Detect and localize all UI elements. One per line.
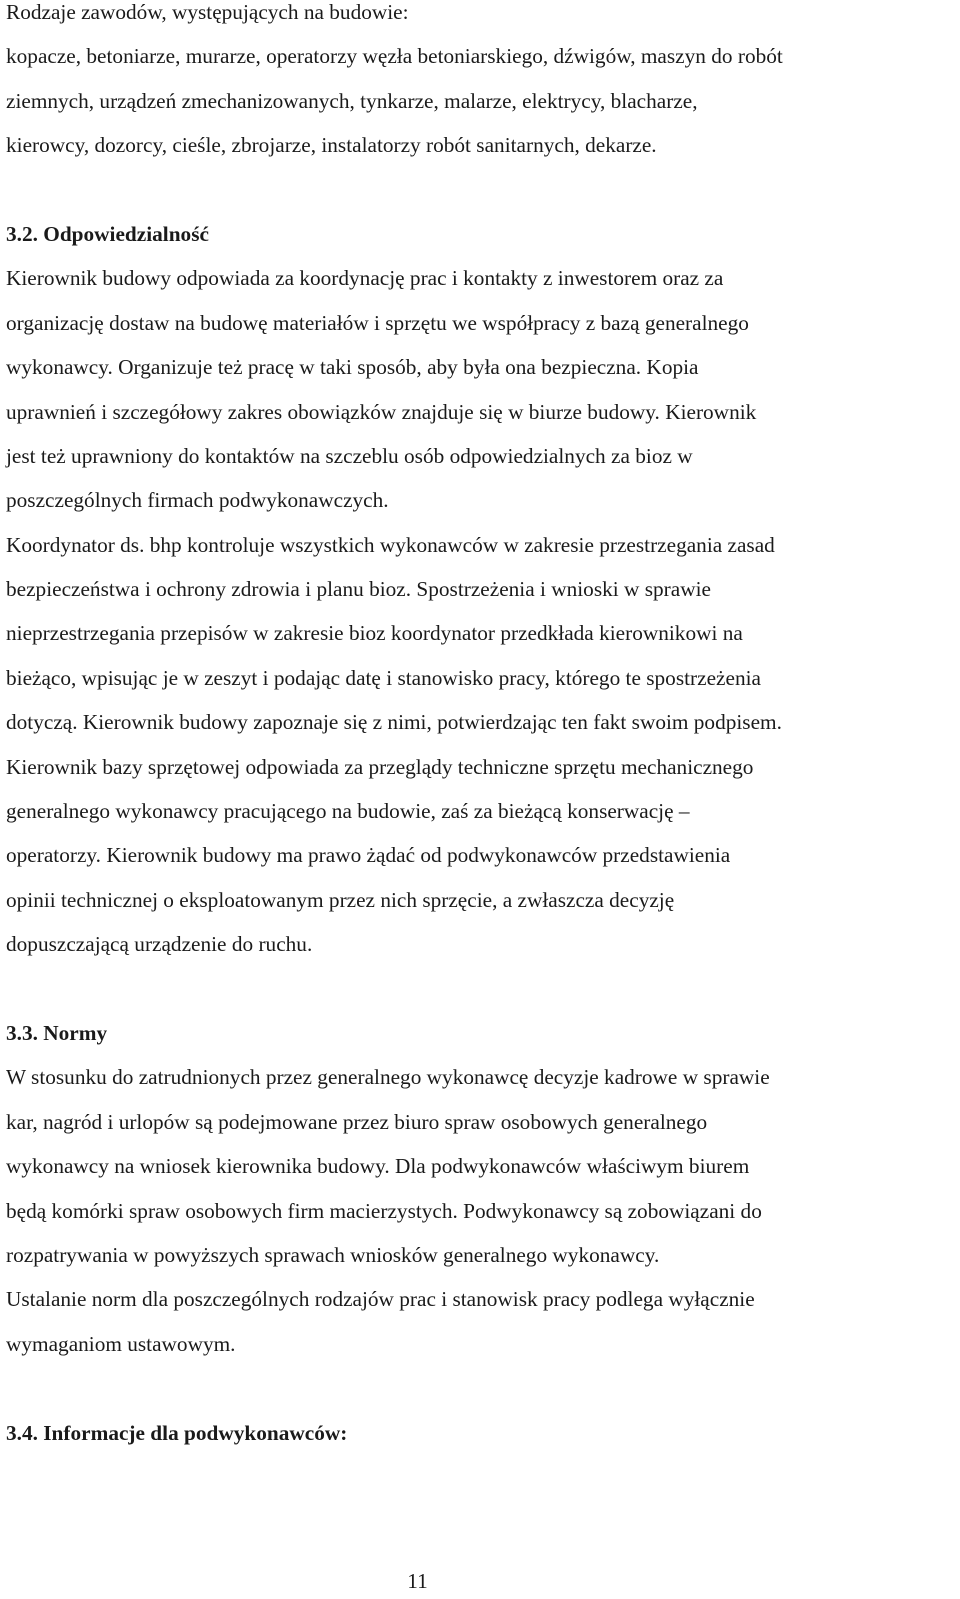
body-line: dopuszczającą urządzenie do ruchu.	[6, 932, 313, 957]
intro-line: kierowcy, dozorcy, cieśle, zbrojarze, instalatorzy robót sanitarnych, dekarze.	[6, 133, 657, 158]
body-line: poszczególnych firmach podwykonawczych.	[6, 488, 389, 513]
body-line: W stosunku do zatrudnionych przez generalnego wykonawcę decyzje kadrowe w sprawie	[6, 1065, 770, 1090]
body-line: organizację dostaw na budowę materiałów i sprzętu we współpracy z bazą generalnego	[6, 310, 749, 335]
spacer	[6, 168, 941, 212]
body-line: dotyczą. Kierownik budowy zapoznaje się z nimi, potwierdzając ten fakt swoim podpisem.	[6, 710, 782, 735]
body-line: jest też uprawniony do kontaktów na szczeblu osób odpowiedzialnych za bioz w	[6, 443, 693, 468]
body-line: kar, nagród i urlopów są podejmowane przez biuro spraw osobowych generalnego	[6, 1109, 708, 1134]
body-line: wymaganiom ustawowym.	[6, 1331, 236, 1356]
body-line: opinii technicznej o eksploatowanym przez nich sprzęcie, a zwłaszcza decyzję	[6, 887, 675, 912]
section-heading: 3.4. Informacje dla podwykonawców:	[6, 1420, 348, 1445]
body-line: Koordynator ds. bhp kontroluje wszystkich wykonawców w zakresie przestrzegania zasad	[6, 532, 775, 557]
body-line: Ustalanie norm dla poszczególnych rodzajów prac i stanowisk pracy podlega wyłącznie	[6, 1287, 755, 1312]
intro-line: ziemnych, urządzeń zmechanizowanych, tynkarze, malarze, elektrycy, blacharze,	[6, 88, 698, 113]
section-3-3	[6, 1011, 941, 1366]
document-page	[6, 0, 941, 1455]
body-line: Kierownik budowy odpowiada za koordynację prac i kontakty z inwestorem oraz za	[6, 266, 724, 291]
intro-line: kopacze, betoniarze, murarze, operatorzy węzła betoniarskiego, dźwigów, maszyn do robót	[6, 44, 783, 69]
body-line: uprawnień i szczegółowy zakres obowiązków znajduje się w biurze budowy. Kierownik	[6, 399, 757, 424]
intro-paragraph	[6, 0, 941, 168]
body-line: operatorzy. Kierownik budowy ma prawo żądać od podwykonawców przedstawienia	[6, 843, 731, 868]
body-line: bieżąco, wpisując je w zeszyt i podając datę i stanowisko pracy, którego te spostrzeżenia	[6, 665, 761, 690]
body-line: generalnego wykonawcy pracującego na budowie, zaś za bieżącą konserwację –	[6, 799, 690, 824]
section-3-4	[6, 1411, 941, 1455]
body-line: nieprzestrzegania przepisów w zakresie bioz koordynator przedkłada kierownikowi na	[6, 621, 743, 646]
intro-line: Rodzaje zawodów, występujących na budowie:	[6, 0, 409, 24]
section-heading: 3.3. Normy	[6, 1020, 108, 1045]
body-line: Kierownik bazy sprzętowej odpowiada za przeglądy techniczne sprzętu mechanicznego	[6, 754, 754, 779]
body-line: wykonawcy. Organizuje też pracę w taki sposób, aby była ona bezpieczna. Kopia	[6, 355, 699, 380]
body-line: wykonawcy na wniosek kierownika budowy. Dla podwykonawców właściwym biurem	[6, 1154, 750, 1179]
spacer	[6, 1366, 941, 1410]
spacer	[6, 967, 941, 1011]
page-number: 11	[407, 1569, 428, 1593]
body-line: bezpieczeństwa i ochrony zdrowia i planu bioz. Spostrzeżenia i wnioski w sprawie	[6, 577, 711, 602]
body-line: rozpatrywania w powyższych sprawach wniosków generalnego wykonawcy.	[6, 1242, 660, 1267]
section-3-2	[6, 212, 941, 967]
section-heading: 3.2. Odpowiedzialność	[6, 221, 209, 246]
body-line: będą komórki spraw osobowych firm macierzystych. Podwykonawcy są zobowiązani do	[6, 1198, 762, 1223]
